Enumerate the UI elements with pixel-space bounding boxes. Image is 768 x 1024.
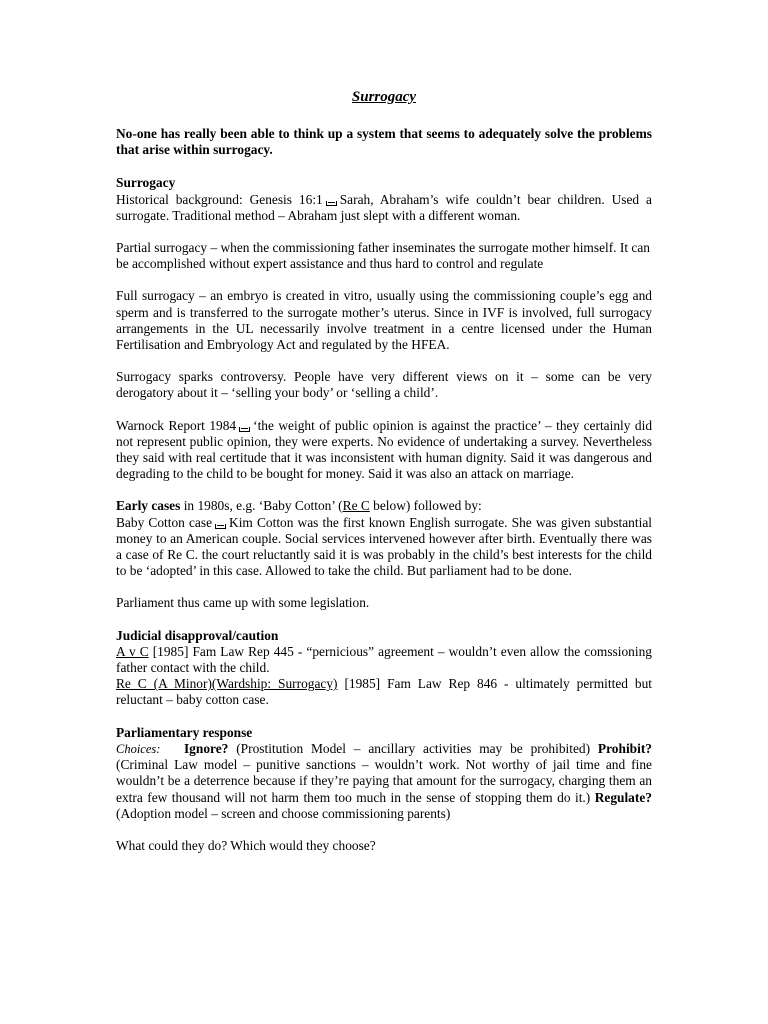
re-c-reference: Re C [342,498,370,514]
document-page [116,88,652,870]
early-cases-paragraph [116,498,652,579]
parliamentary-response-section [116,725,652,822]
warnock-paragraph [116,418,652,483]
case-a-v-c: A v C [116,643,149,659]
historical-background-b: Sarah, Abraham’s wife couldn’t bear children. Used a surrogate. Traditional method – Abraham just slept with a different woman. [116,191,652,223]
section-heading-surrogacy: Surrogacy [116,175,176,191]
controversy-paragraph: Surrogacy sparks controversy. People have very different views on it – some can be very derogatory about it – ‘selling your body’ or ‘selling a child’. [116,369,652,401]
parliamentary-response-heading: Parliamentary response [116,724,253,740]
partial-surrogacy-paragraph: Partial surrogacy – when the commissioning father inseminates the surrogate mother himself. It can be accomplished without expert assistance and thus hard to control and regulate [116,240,650,272]
prohibit-option: Prohibit? [597,740,652,756]
regulate-option: Regulate? [594,789,652,805]
warnock-b: ‘the weight of public opinion is against the practice’ – they certainly did not represent public opinion, they were experts. No evidence of undertaking a survey. Nevertheless they said with real certitude that it was inconsistent with human dignity. Said it was dangerous and degrading to the child to be bought for money. Said it was also an attack on marriage. [116,417,653,482]
arrow-icon [239,427,250,432]
judicial-heading: Judicial disapproval/caution [116,627,279,643]
baby-cotton-a: Baby Cotton case [116,514,213,530]
case-re-c-minor: Re C (A Minor)(Wardship: Surrogacy) [116,676,338,692]
ignore-text: (Prostitution Model – ancillary activities may be prohibited) [228,740,598,756]
early-cases-heading: Early cases [116,498,181,514]
regulate-text: (Adoption model – screen and choose commissioning parents) [116,805,451,821]
baby-cotton-b: Kim Cotton was the first known English surrogate. She was given substantial money to an American couple. Social services intervened however after birth. Eventually there was a case of Re C. the court reluctantly said it is was probably in the child’s best interests for the child to be ‘adopted’ in this case. Allowed to take the child. But parliament had to be done. [116,514,652,579]
closing-question: What could they do? Which would they choose? [116,837,376,853]
prohibit-text: (Criminal Law model – punitive sanctions – wouldn’t work. Not worthy of jail time and fine wouldn’t be a deterrence because if they’re paying that amount for the surrogacy, charging them an extra few thousand will not harm them too much in the sense of stopping them do it.) [116,757,652,805]
arrow-icon [215,524,226,529]
page-title: Surrogacy [351,89,417,105]
warnock-a: Warnock Report 1984 [116,417,237,433]
historical-background-a: Historical background: Genesis 16:1 [116,191,323,207]
case-a-v-c-text: [1985] Fam Law Rep 445 - “pernicious” agreement – wouldn’t even allow the comssioning father contact with the child. [116,643,652,676]
intro-paragraph: No-one has really been able to think up a system that seems to adequately solve the problems that arise within surrogacy. [116,126,652,158]
ignore-option: Ignore? [183,740,229,756]
early-cases-text-b: below) followed by: [369,498,482,514]
parliament-paragraph: Parliament thus came up with some legislation. [116,595,370,611]
choices-label: Choices: [116,741,161,756]
surrogacy-section [116,175,652,224]
judicial-section [116,628,652,709]
case-re-c-minor-text: [1985] Fam Law Rep 846 - ultimately permitted but reluctant – baby cotton case. [116,676,653,708]
arrow-icon [326,201,337,206]
early-cases-text-a: in 1980s, e.g. ‘Baby Cotton’ ( [180,498,343,514]
full-surrogacy-paragraph: Full surrogacy – an embryo is created in vitro, usually using the commissioning couple’s egg and sperm and is transferred to the surrogate mother’s uterus. Since in IVF is involved, full surrogacy arrangements in the UL necessarily involve treatment in a centre licensed under the Human Fertilisation and Embryology Act and regulated by the HFEA. [116,288,652,353]
